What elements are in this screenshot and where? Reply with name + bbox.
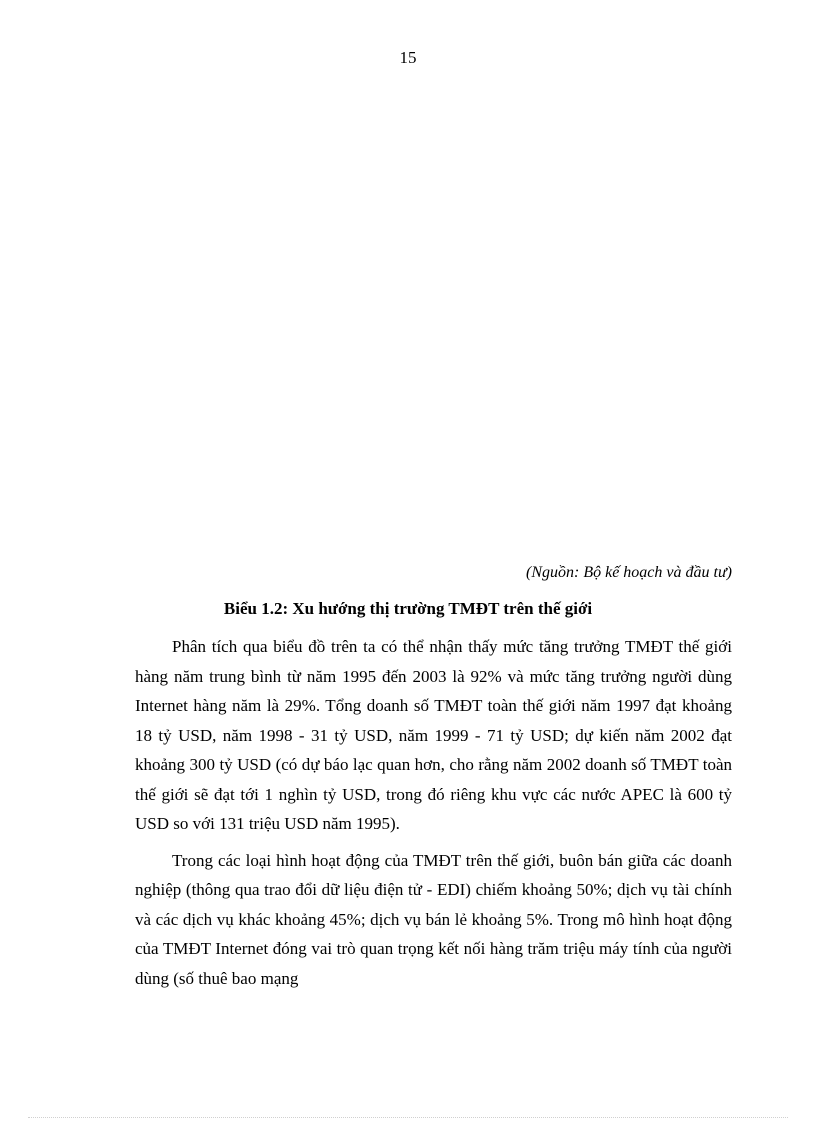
figure-source: (Nguồn: Bộ kế hoạch và đầu tư) bbox=[525, 564, 732, 581]
paragraph: Phân tích qua biểu đồ trên ta có thể nhận thấy mức tăng trưởng TMĐT thế giới hàng năm trung bình từ năm 1995 đến 2003 là 92% và mức tăng trưởng người dùng Internet hàng năm là 29%. Tổng doanh số TMĐT toàn thế giới năm 1997 đạt khoảng 18 tỷ USD, năm 1998 - 31 tỷ USD, năm 1999 - 71 tỷ USD; dự kiến năm 2002 đạt khoảng 300 tỷ USD (có dự báo lạc quan hơn, cho rằng năm 2002 doanh số TMĐT toàn thế giới sẽ đạt tới 1 nghìn tỷ USD, trong đó riêng khu vực các nước APEC là 600 tỷ USD so với 131 triệu USD năm 1995). bbox=[135, 637, 732, 833]
body-text bbox=[135, 632, 732, 1000]
paragraph: Trong các loại hình hoạt động của TMĐT trên thế giới, buôn bán giữa các doanh nghiệp (thông qua trao đổi dữ liệu điện tử - EDI) chiếm khoảng 50%; dịch vụ tài chính và các dịch vụ khác khoảng 45%; dịch vụ bán lẻ khoảng 5%. Trong mô hình hoạt động của TMĐT Internet đóng vai trò quan trọng kết nối hàng trăm triệu máy tính của người dùng (số thuê bao mạng bbox=[135, 850, 732, 988]
page-bottom-rule bbox=[28, 1117, 788, 1118]
figure-caption: Biểu 1.2: Xu hướng thị trường TMĐT trên thế giới bbox=[223, 599, 593, 618]
page-number: 15 bbox=[399, 48, 417, 67]
